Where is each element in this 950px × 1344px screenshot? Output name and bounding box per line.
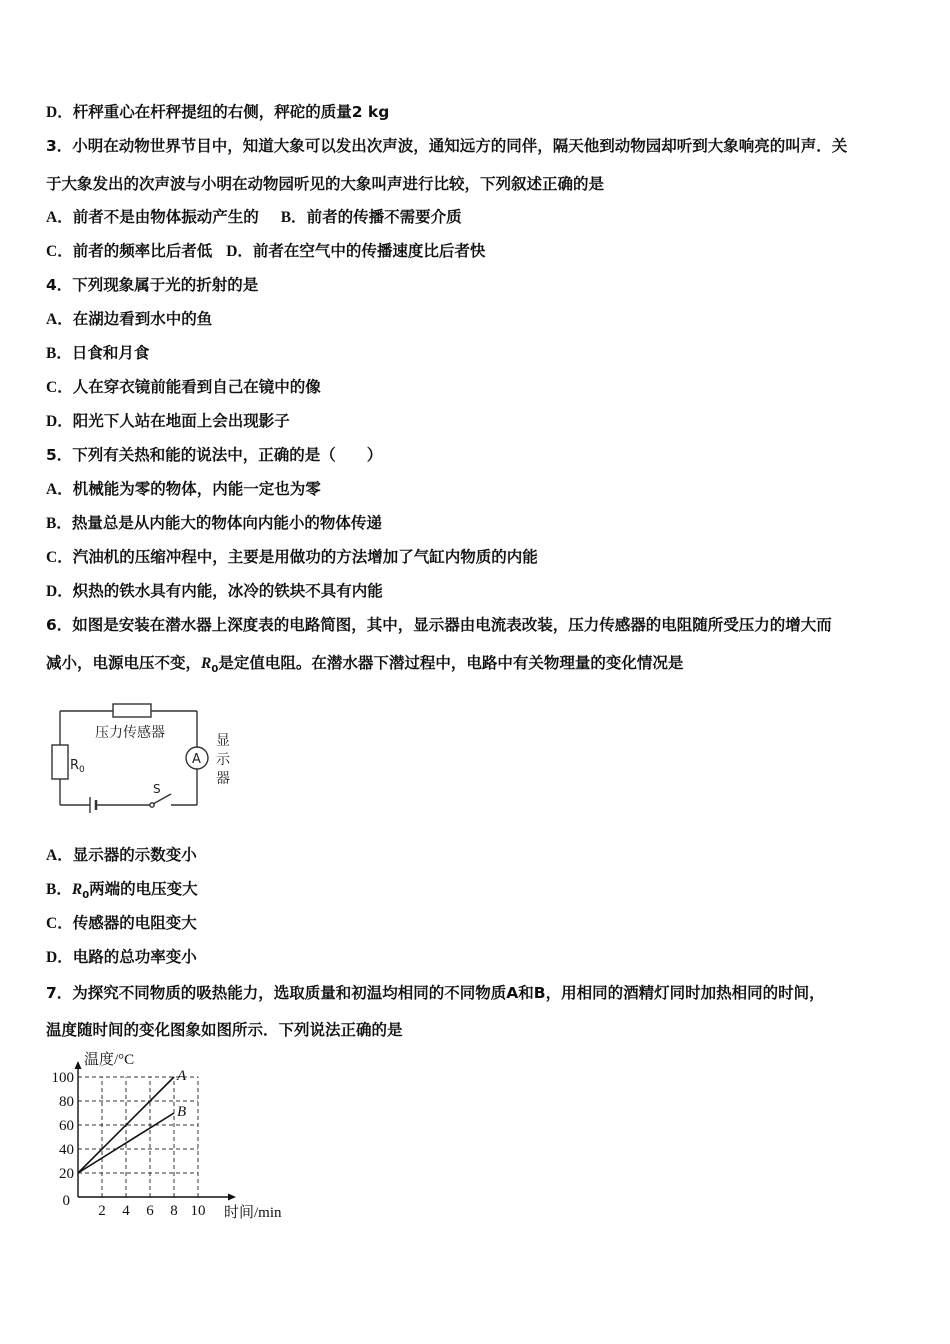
q6-option-a: [46, 845, 197, 866]
stem-text: 减小，电源电压不变，: [46, 654, 202, 672]
option-text: 显示器的示数变小: [72, 846, 197, 864]
chart-axes: [75, 1061, 237, 1201]
option-label: C．: [46, 549, 73, 566]
option-label: C．: [46, 243, 73, 260]
option-label: A．: [46, 481, 73, 498]
r0-subscript: 0: [82, 890, 90, 902]
y-tick-label: 40: [59, 1142, 74, 1158]
option-text: 传感器的电阻变大: [72, 914, 197, 932]
y-tick-label: 60: [59, 1118, 74, 1134]
y-axis-arrow: [75, 1061, 82, 1069]
x-axis-label: 时间/min: [224, 1205, 282, 1221]
series-line-b: [78, 1113, 174, 1173]
temperature-time-chart: [40, 1050, 290, 1225]
y-axis-label: 温度/°C: [84, 1052, 135, 1068]
option-label: B．: [46, 345, 72, 362]
option-text: 前者的频率比后者低: [72, 242, 213, 260]
r0-label: $R_0$: [70, 758, 85, 775]
option-label: B．: [46, 515, 72, 532]
r0-symbol: R: [201, 655, 212, 672]
option-label: D．: [46, 583, 73, 600]
option-text: 杆秤重心在杆秤提纽的右侧，秤砣的质量2 kg: [72, 103, 390, 121]
option-label: C．: [46, 379, 73, 396]
q4-option-d: [46, 411, 290, 432]
option-text: 机械能为零的物体，内能一定也为零: [72, 480, 321, 498]
q6-stem-line-2: [46, 653, 683, 680]
option-text: 电路的总功率变小: [72, 948, 197, 966]
option-text: 两端的电压变大: [89, 880, 198, 898]
y-tick-label: 80: [59, 1094, 74, 1110]
q3-options-cd: [46, 241, 485, 262]
q4-stem: 4．下列现象属于光的折射的是: [46, 276, 259, 294]
display-label-3: 器: [216, 771, 230, 787]
option-text: 汽油机的压缩冲程中，主要是用做功的方法增加了气缸内物质的内能: [72, 548, 538, 566]
option-text: 前者在空气中的传播速度比后者快: [252, 242, 486, 260]
option-text: 前者不是由物体振动产生的: [72, 208, 259, 226]
option-label: D．: [46, 413, 73, 430]
chart-grid: [78, 1077, 198, 1197]
q5-option-b: [46, 513, 382, 534]
option-text: 人在穿衣镜前能看到自己在镜中的像: [72, 378, 321, 396]
ammeter-label: A: [192, 752, 201, 767]
pressure-sensor-resistor: [113, 704, 151, 717]
q3-stem-line-2: 于大象发出的次声波与小明在动物园听见的大象叫声进行比较，下列叙述正确的是: [46, 175, 605, 193]
series-label-a: A: [177, 1068, 187, 1084]
q4-option-c: [46, 377, 321, 398]
q5-option-d: [46, 581, 383, 602]
circuit-diagram: [40, 695, 250, 820]
x-tick-label: 6: [146, 1203, 154, 1219]
option-label: C．: [46, 915, 73, 932]
y-tick-label: 20: [59, 1166, 74, 1182]
q7-stem-line-2: 温度随时间的变化图象如图所示．下列说法正确的是: [46, 1021, 403, 1039]
q2-option-d: [46, 102, 389, 123]
option-text: 阳光下人站在地面上会出现影子: [72, 412, 290, 430]
q4-option-b: [46, 343, 149, 364]
q3-options-ab: [46, 207, 462, 228]
x-tick-label: 10: [190, 1203, 206, 1219]
q6-option-b: [46, 879, 198, 906]
option-label: A．: [46, 311, 73, 328]
q6-option-c: [46, 913, 197, 934]
q4-option-a: [46, 309, 212, 330]
display-label-2: 示: [216, 752, 230, 768]
option-label: A．: [46, 209, 73, 226]
q7-stem-line-1: 7．为探究不同物质的吸热能力，选取质量和初温均相同的不同物质A和B，用相同的酒精灯同时加热相同的时间，: [46, 984, 825, 1002]
r0-subscript: 0: [211, 664, 219, 676]
series-label-b: B: [177, 1104, 187, 1120]
q6-option-d: [46, 947, 197, 968]
option-label: A．: [46, 847, 73, 864]
x-axis-arrow: [228, 1194, 236, 1201]
r0-symbol: R: [71, 881, 83, 898]
option-label: B．: [46, 881, 72, 898]
display-label-1: 显: [216, 733, 230, 749]
q5-stem: 5．下列有关热和能的说法中，正确的是（ ）: [46, 446, 383, 464]
origin-label: 0: [62, 1193, 70, 1209]
stem-text: 是定值电阻。在潜水器下潜过程中，电路中有关物理量的变化情况是: [218, 654, 684, 672]
q5-option-c: [46, 547, 538, 568]
x-tick-label: 4: [122, 1203, 130, 1219]
pressure-sensor-label: 压力传感器: [95, 725, 165, 741]
option-label: D．: [46, 949, 73, 966]
option-label: D．: [226, 243, 253, 260]
chart-series: [78, 1068, 187, 1173]
x-tick-label: 8: [170, 1203, 178, 1219]
q5-option-a: [46, 479, 321, 500]
option-label: B．: [280, 209, 307, 226]
option-text: 炽热的铁水具有内能，冰冷的铁块不具有内能: [72, 582, 383, 600]
y-tick-label: 100: [51, 1070, 74, 1086]
option-text: 日食和月食: [71, 344, 150, 362]
r0-resistor: [52, 745, 68, 779]
switch-label: S: [153, 782, 161, 796]
option-label: D．: [46, 104, 73, 121]
q6-stem-line-1: 6．如图是安装在潜水器上深度表的电路简图，其中，显示器由电流表改装，压力传感器的电阻随所受压力的增大而: [46, 616, 832, 634]
option-text: 前者的传播不需要介质: [306, 208, 462, 226]
q3-stem-line-1: 3．小明在动物世界节目中，知道大象可以发出次声波，通知远方的同伴，隔天他到动物园却听到大象响亮的叫声．关: [46, 137, 848, 155]
option-text: 热量总是从内能大的物体向内能小的物体传递: [71, 514, 382, 532]
x-tick-label: 2: [98, 1203, 106, 1219]
option-text: 在湖边看到水中的鱼: [72, 310, 213, 328]
